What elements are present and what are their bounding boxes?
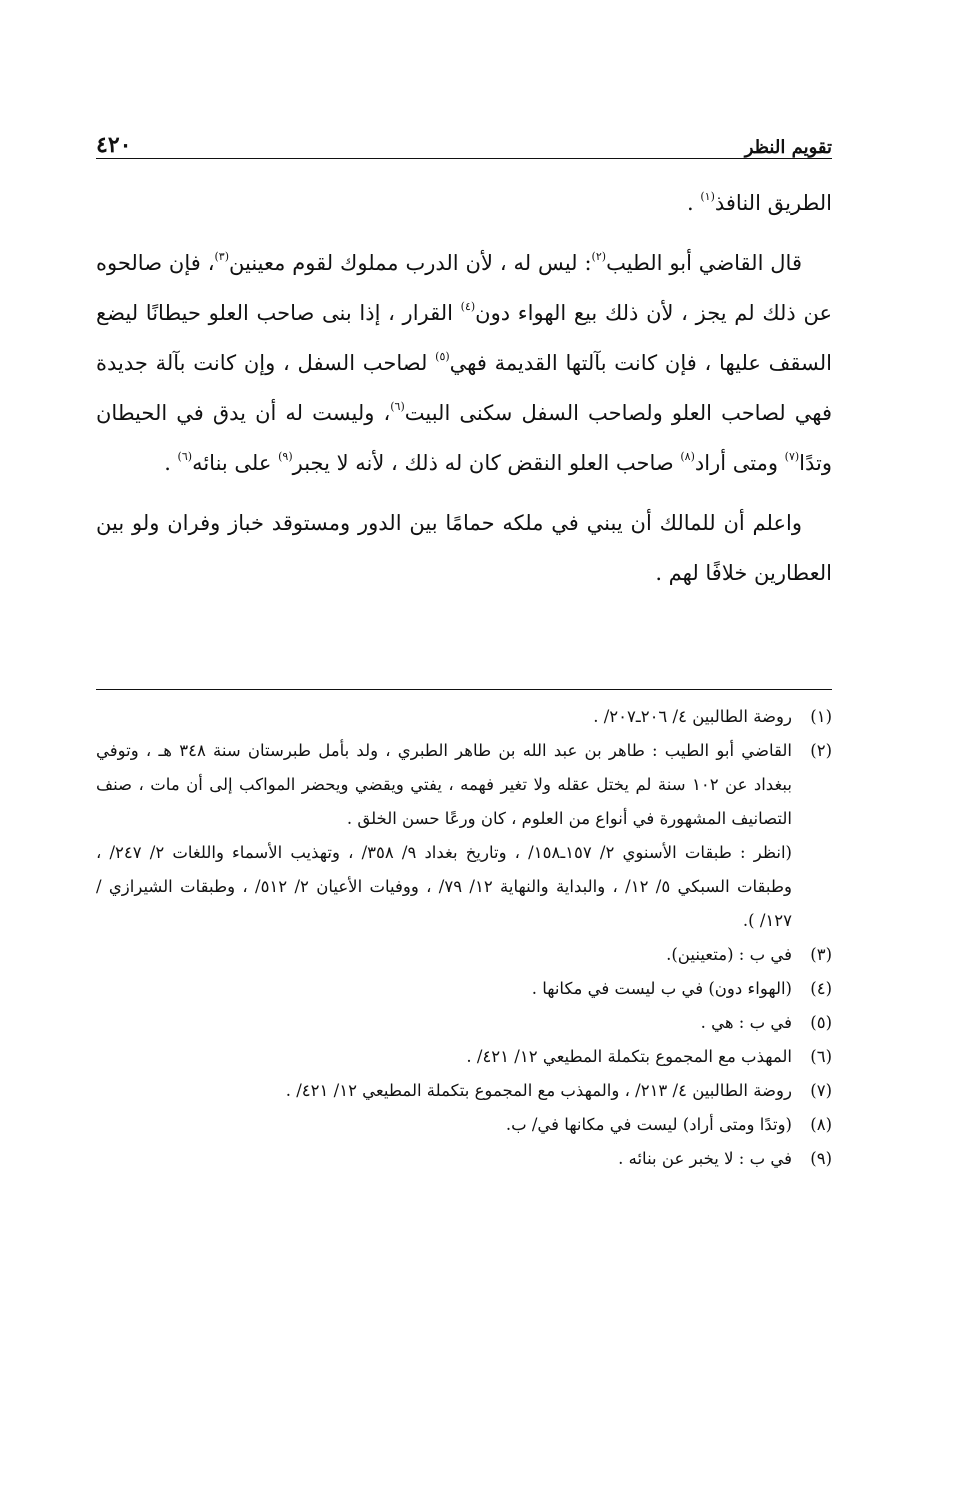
page-number: ٤٢٠	[96, 132, 132, 158]
footnote-text	[96, 1074, 792, 1108]
footnote-line: روضة الطالبين ٤/ ٢١٣/ ، والمهذب مع المجموع بتكملة المطيعي ١٢/ ٤٢١/ .	[285, 1081, 792, 1100]
p2-t10: .	[164, 451, 178, 475]
footnote-ref: (٩)	[278, 450, 293, 463]
p2-t2: : ليس له ، لأن الدرب مملوك لقوم معينين	[229, 251, 592, 275]
footnote-ref: (٦)	[177, 450, 193, 463]
footnote-item	[96, 700, 832, 734]
footnote-number: (٣)	[810, 945, 832, 964]
footnote-ref: (٤)	[460, 300, 476, 313]
footnote-divider	[96, 689, 832, 690]
page-header	[96, 118, 832, 158]
footnote-number: (٧)	[810, 1081, 832, 1100]
p2-t1: قال القاضي أبو الطيب	[606, 251, 802, 275]
footnote-item	[96, 938, 832, 972]
p1-end: .	[687, 191, 701, 215]
p1-text: الطريق النافذ	[714, 191, 832, 215]
footnote-item	[96, 1142, 832, 1176]
p2-t8: صاحب العلو النقض كان له ذلك ، لأنه لا يجبر	[292, 451, 681, 475]
footnote-number: (٨)	[810, 1115, 832, 1134]
p2-t3: ، فإن صالحوه عن ذلك لم يجز ، لأن ذلك بيع الهواء دون	[96, 251, 832, 325]
p2-t5: لصاحب السفل ، وإن كانت بآلة جديدة فهي لصاحب العلو ولصاحب السفل سكنى البيت	[96, 351, 832, 425]
footnote-item	[96, 972, 832, 1006]
footnote-text	[96, 1006, 792, 1040]
footnote-item	[96, 1006, 832, 1040]
footnote-ref: (٥)	[435, 350, 450, 363]
footnote-text	[96, 972, 792, 1006]
footnote-number: (٦)	[810, 1047, 832, 1066]
footnote-ref: (٦)	[390, 400, 405, 413]
footnote-text	[96, 734, 792, 938]
footnote-number: (١)	[810, 707, 832, 726]
footnote-line: (وتدًا ومتى أراد) ليست في مكانها في/ ب.	[505, 1115, 792, 1134]
p2-t9: على بنائه	[192, 451, 279, 475]
p2-t7: ومتى أراد	[694, 451, 785, 475]
paragraph-2	[96, 238, 832, 488]
footnote-line: في ب : (متعينين).	[666, 945, 792, 964]
footnote-text	[96, 700, 792, 734]
footnote-ref: (٧)	[784, 450, 800, 463]
footnote-number: (٥)	[810, 1013, 832, 1032]
footnote-line: في ب : لا يخبر عن بنائه .	[618, 1149, 792, 1168]
footnotes	[96, 700, 832, 1176]
running-title: تقويم النظر	[744, 137, 832, 158]
footnote-item	[96, 734, 832, 938]
footnote-text	[96, 1108, 792, 1142]
paragraph-3: واعلم أن للمالك أن يبني في ملكه حمامًا بين الدور ومستوقد خباز وفران ولو بين العطارين خلافًا لهم .	[96, 511, 832, 585]
footnote-line: القاضي أبو الطيب : طاهر بن عبد الله بن طاهر الطبري ، ولد بأمل طبرستان سنة ٣٤٨ هـ ، وتوفي ببغداد عن ١٠٢ سنة لم يختل عقله ولا تغير فهمه ، يفتي ويقضي ويحضر المواكب إلى أن مات ، صنف التصانيف المشهورة في أنواع من العلوم ، كان ورعًا حسن الخلق .	[96, 741, 792, 828]
footnote-item	[96, 1074, 832, 1108]
header-divider	[96, 158, 832, 159]
footnote-number: (٩)	[810, 1149, 832, 1168]
footnote-ref: (٢)	[591, 250, 607, 263]
paragraph-1	[96, 178, 832, 228]
footnote-number: (٤)	[810, 979, 832, 998]
footnote-line: روضة الطالبين ٤/ ٢٠٦ـ٢٠٧/ .	[593, 707, 792, 726]
footnote-line: المهذب مع المجموع بتكملة المطيعي ١٢/ ٤٢١/ .	[466, 1047, 792, 1066]
p2-t4: القرار ، إذا بنى صاحب العلو حيطانًا ليضع السقف عليها ، فإن كانت بآلتها القديمة فهي	[96, 301, 832, 375]
footnote-text	[96, 938, 792, 972]
footnote-ref: (٣)	[214, 250, 229, 263]
p2-t6: ، وليست له أن يدق في الحيطان وتدًا	[96, 401, 832, 475]
footnote-ref: (١)	[700, 190, 715, 203]
footnote-line: (الهواء دون) في ب ليست في مكانها .	[531, 979, 792, 998]
footnote-line: في ب : هي .	[700, 1013, 792, 1032]
footnote-line: (انظر : طبقات الأسنوي ٢/ ١٥٧ـ١٥٨/ ، وتاريخ بغداد ٩/ ٣٥٨/ ، وتهذيب الأسماء واللغات ٢/ ٢٤٧/ ، وطبقات السبكي ٥/ ١٢/ ، والبداية والنهاية ١٢/ ٧٩/ ، ووفيات الأعيان ٢/ ٥١٢/ ، وطبقات الشيرازي / ١٢٧/ ).	[96, 843, 792, 930]
footnote-text	[96, 1142, 792, 1176]
footnote-item	[96, 1040, 832, 1074]
footnote-number: (٢)	[810, 741, 832, 760]
main-text	[96, 178, 832, 608]
footnote-text	[96, 1040, 792, 1074]
footnote-ref: (٨)	[680, 450, 695, 463]
footnote-item	[96, 1108, 832, 1142]
